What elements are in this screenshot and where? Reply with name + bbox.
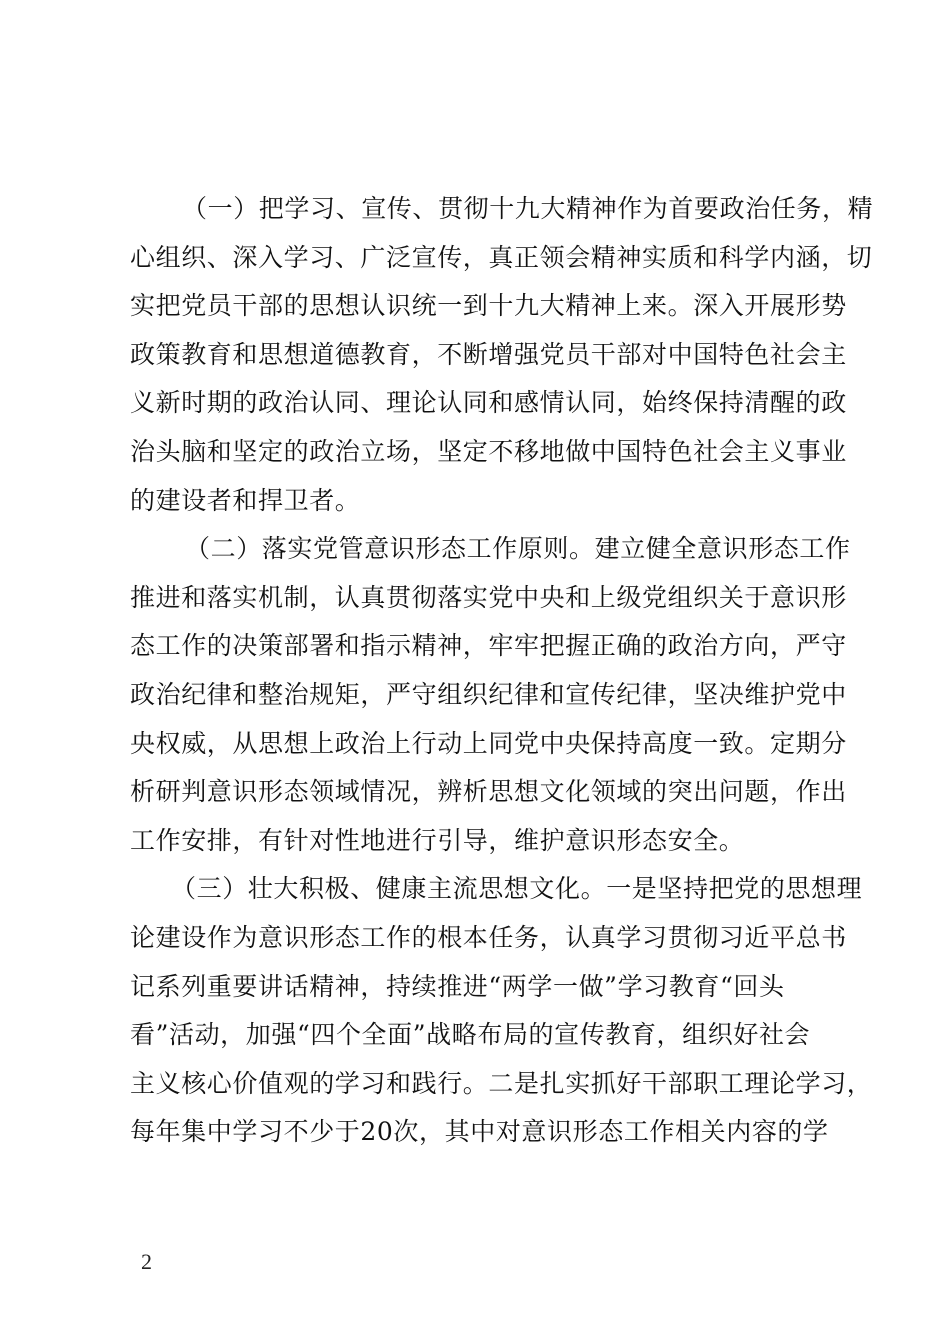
paragraph-2-line-6: 析研判意识形态领域情况，辨析思想文化领域的突出问题，作出: [130, 777, 847, 807]
paragraph-2-line-4: 政治纪律和整治规矩，严守组织纪律和宣传纪律，坚决维护党中: [130, 679, 847, 709]
paragraph-1-line-5: 义新时期的政治认同、理论认同和感情认同，始终保持清醒的政: [130, 388, 847, 418]
paragraph-1-line-1: （一）把学习、宣传、贯彻十九大精神作为首要政治任务，精: [182, 194, 874, 223]
page-number: 2: [141, 1249, 152, 1274]
paragraph-1-line-3: 实把党员干部的思想认识统一到十九大精神上来。深入开展形势: [130, 291, 847, 321]
paragraph-1-line-4: 政策教育和思想道德教育，不断增强党员干部对中国特色社会主: [130, 339, 847, 369]
paragraph-2-line-2: 推进和落实机制，认真贯彻落实党中央和上级党组织关于意识形: [130, 582, 847, 612]
body-text: [130, 185, 874, 1157]
paragraph-1-line-2: 心组织、深入学习、广泛宣传，真正领会精神实质和科学内涵，切: [130, 242, 873, 272]
paragraph-3-line-1: （三）壮大积极、健康主流思想文化。一是坚持把党的思想理: [171, 874, 863, 904]
paragraph-2-line-7: 工作安排，有针对性地进行引导，维护意识形态安全。: [130, 825, 745, 855]
paragraph-1-line-6: 治头脑和坚定的政治立场，坚定不移地做中国特色社会主义事业: [130, 436, 847, 466]
paragraph-3-line-6: 每年集中学习不少于20次，其中对意识形态工作相关内容的学: [130, 1117, 829, 1147]
paragraph-3-line-5: 主义核心价值观的学习和践行。二是扎实抓好干部职工理论学习，: [130, 1068, 873, 1098]
paragraph-1-line-7: 的建设者和捍卫者。: [130, 485, 361, 515]
paragraph-2-line-5: 央权威，从思想上政治上行动上同党中央保持高度一致。定期分: [130, 728, 847, 758]
paragraph-2-line-1: （二）落实党管意识形态工作原则。建立健全意识形态工作: [185, 534, 851, 564]
paragraph-3-line-3: 记系列重要讲话精神，持续推进“两学一做”学习教育“回头: [130, 971, 785, 1001]
paragraph-3-line-2: 论建设作为意识形态工作的根本任务，认真学习贯彻习近平总书: [130, 922, 847, 952]
paragraph-2-line-3: 态工作的决策部署和指示精神，牢牢把握正确的政治方向，严守: [130, 631, 847, 661]
paragraph-3-line-4: 看”活动，加强“四个全面”战略布局的宣传教育，组织好社会: [130, 1020, 811, 1050]
